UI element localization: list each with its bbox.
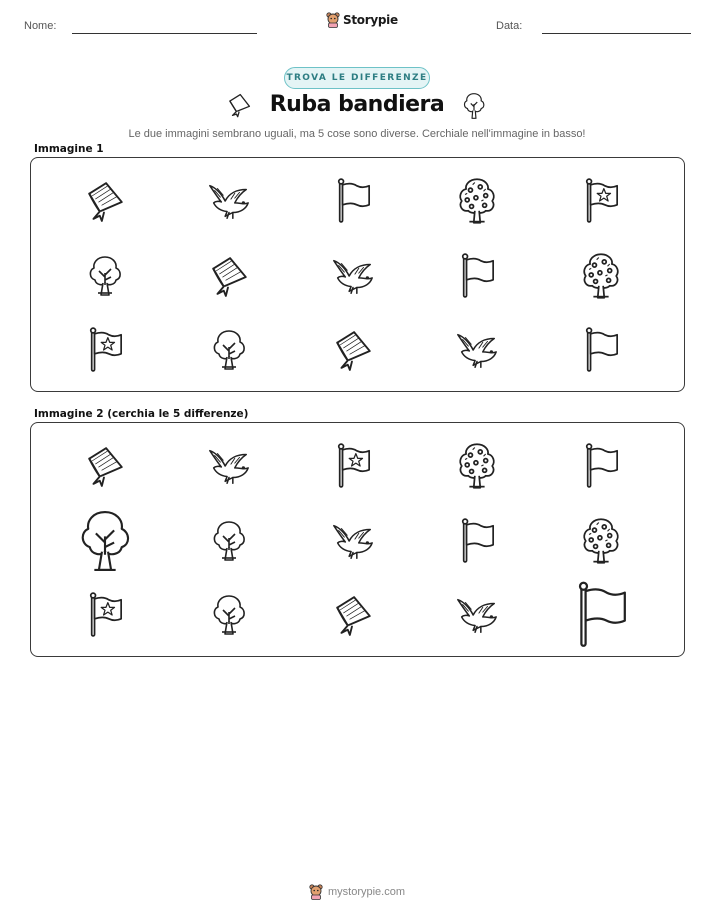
instructions: Le due immagini sembrano uguali, ma 5 cose sono diverse. Cerchiale nell'immagine in basso! (128, 128, 586, 140)
image1-flag-icon (571, 320, 631, 380)
image2-flag-large-icon[interactable] (571, 585, 631, 645)
image1-dove-icon (199, 171, 259, 231)
image1-bandana-icon (323, 320, 383, 380)
image1-bandana-icon (75, 171, 135, 231)
name-label: Nome: (24, 20, 57, 32)
image2-dove-icon[interactable] (199, 436, 259, 496)
image2-flag-icon[interactable] (571, 436, 631, 496)
brand-logo (326, 12, 398, 28)
image1-dove-icon (323, 246, 383, 306)
image1-tree-fruit-icon (447, 171, 507, 231)
image2-label: Immagine 2 (cerchia le 5 differenze) (34, 408, 249, 420)
name-line[interactable] (72, 33, 257, 34)
image2-tree-fruit-icon[interactable] (571, 511, 631, 571)
image2-dove-icon[interactable] (447, 585, 507, 645)
image2-flag-star-icon[interactable] (323, 436, 383, 496)
image2-panel[interactable] (30, 422, 685, 657)
image1-bandana-icon (199, 246, 259, 306)
brand-name: Storypie (343, 13, 398, 27)
image1-tree-fruit-icon (571, 246, 631, 306)
date-label: Data: (496, 20, 523, 32)
image1-tree-icon (199, 320, 259, 380)
image2-tree-large-icon[interactable] (75, 511, 135, 571)
image1-label: Immagine 1 (34, 143, 104, 155)
image1-tree-icon (75, 246, 135, 306)
image2-tree-fruit-icon[interactable] (447, 436, 507, 496)
image2-tree-icon[interactable] (199, 511, 259, 571)
mascot-icon (309, 884, 323, 900)
footer-site: mystorypie.com (327, 886, 406, 898)
date-line[interactable] (542, 33, 691, 34)
activity-badge: TROVA LE DIFFERENZE (284, 67, 430, 89)
image1-flag-icon (447, 246, 507, 306)
image2-bandana-icon[interactable] (323, 585, 383, 645)
image1-flag-icon (323, 171, 383, 231)
image2-flag-icon[interactable] (447, 511, 507, 571)
image1-dove-icon (447, 320, 507, 380)
mascot-icon (326, 12, 340, 28)
image1-flag-star-icon (571, 171, 631, 231)
image2-tree-icon[interactable] (199, 585, 259, 645)
image2-bandana-icon[interactable] (75, 436, 135, 496)
image2-flag-star-icon[interactable] (75, 585, 135, 645)
tree-icon (461, 91, 487, 121)
page-title: Ruba bandiera (269, 92, 445, 117)
footer (0, 884, 714, 900)
image1-panel (30, 157, 685, 392)
image1-flag-star-icon (75, 320, 135, 380)
image2-dove-icon[interactable] (323, 511, 383, 571)
